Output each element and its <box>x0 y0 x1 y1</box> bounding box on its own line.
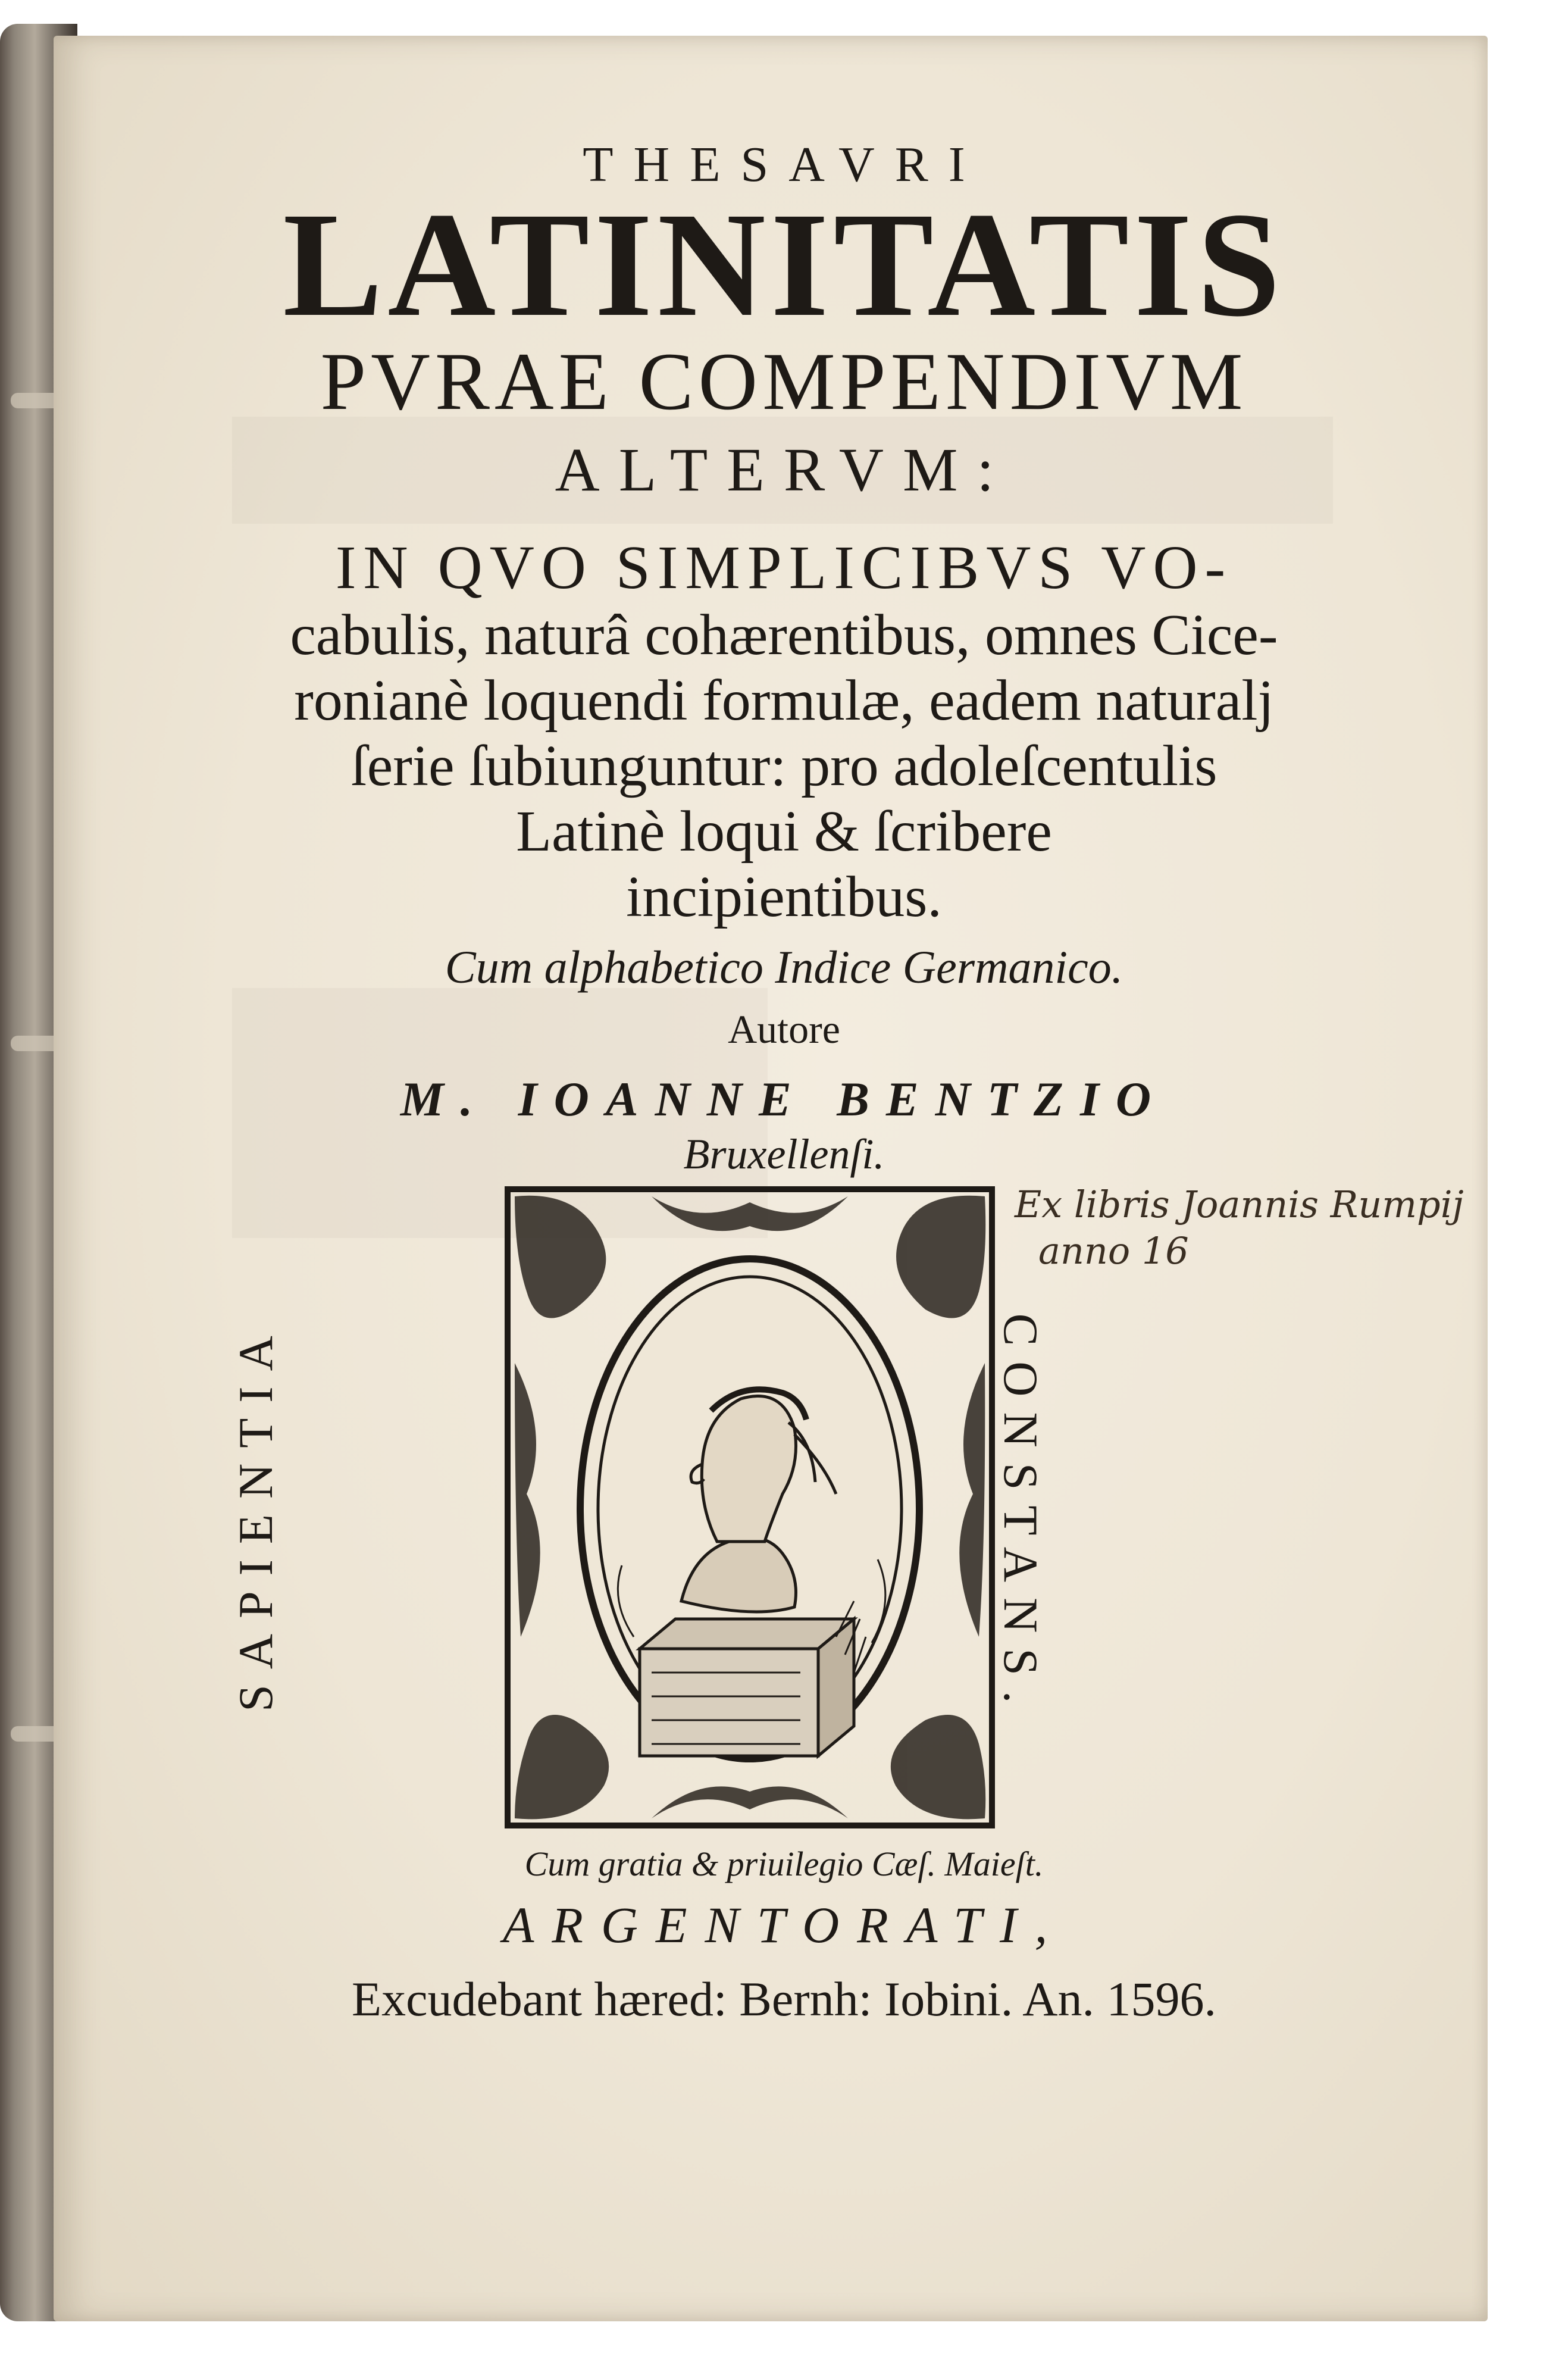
title-line-latinitatis: LATINITATIS <box>283 181 1285 348</box>
author-label: Autore <box>728 1006 840 1052</box>
title-line-purae-compendium: PVRAE COMPENDIVM <box>320 336 1248 427</box>
imprint-printer: Excudebant hæred: Bernh: Iobini. An. 1596. <box>352 1972 1216 2026</box>
title-line-alterum: ALTERVM: <box>555 436 1013 504</box>
description-line: Latinè loqui & ſcribere <box>516 799 1052 864</box>
author-name: M. IOANNE BENTZIO <box>400 1072 1168 1126</box>
motto-sapientia: SAPIENTIA <box>229 1320 283 1712</box>
description-line: ſerie ſubiunguntur: pro adoleſcentulis <box>350 734 1218 798</box>
motto-constans: CONSTANS. <box>994 1313 1048 1719</box>
author-origin: Bruxellenſi. <box>683 1130 885 1178</box>
description-line: incipientibus. <box>626 865 942 929</box>
title-line-thesauri: THESAVRI <box>583 137 985 192</box>
description-line: IN QVO SIMPLICIBVS VO- <box>335 533 1233 602</box>
imprint-city: ARGENTORATI, <box>502 1896 1066 1953</box>
printer-device-woodcut <box>503 1184 997 1830</box>
description-line: cabulis, naturâ cohærentibus, omnes Cice- <box>290 603 1278 667</box>
index-note: Cum alphabetico Indice Germanico. <box>445 941 1123 993</box>
privilege-note: Cum gratia & priuilegio Cæſ. Maieſt. <box>524 1845 1044 1883</box>
ownership-inscription <box>1015 1181 1479 1274</box>
inscription-line: anno 16 <box>1038 1229 1189 1273</box>
inscription-line: Ex libris Joannis Rumpij <box>1015 1183 1464 1226</box>
description-line: ronianè loquendi formulæ, eadem naturalj <box>294 668 1274 733</box>
